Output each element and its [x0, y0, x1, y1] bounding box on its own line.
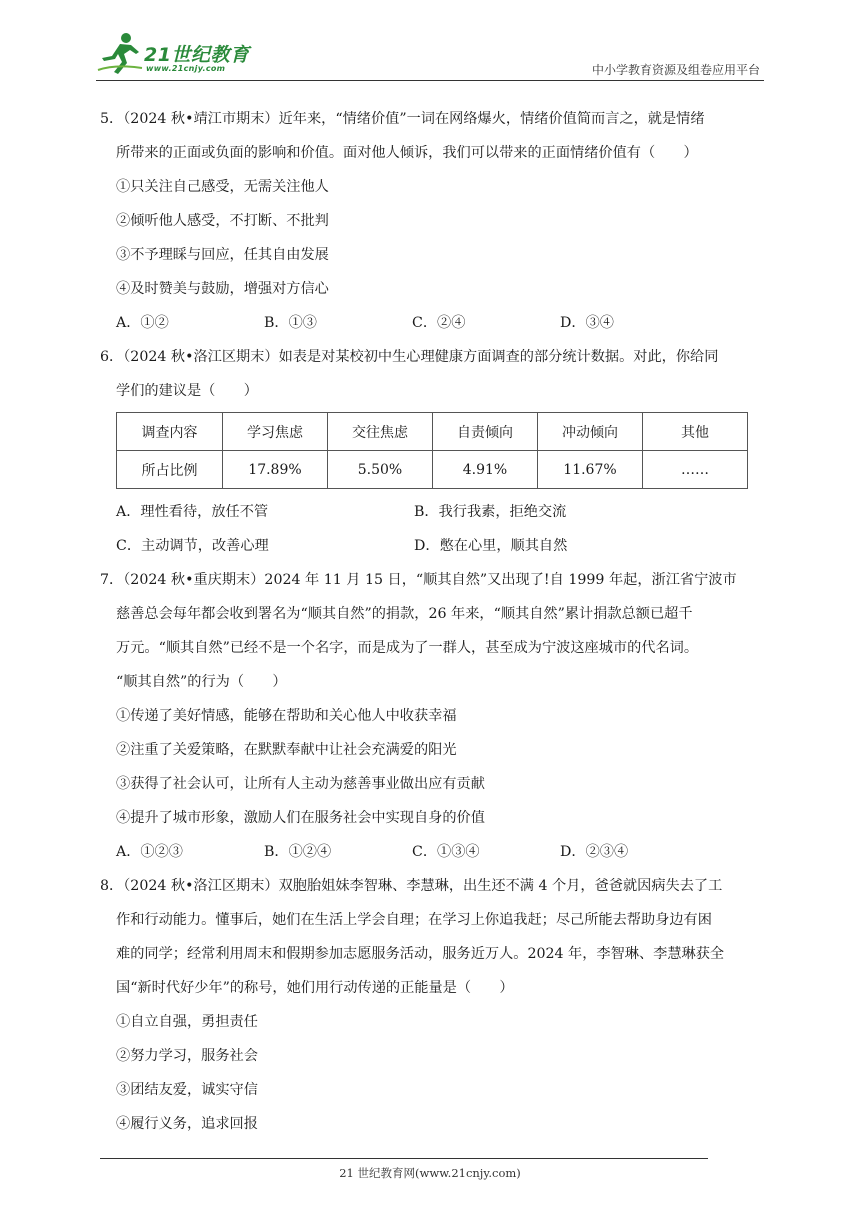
answer-choices	[100, 529, 764, 563]
statement-item: ②努力学习，服务社会	[116, 1048, 258, 1064]
question-8	[100, 869, 764, 1141]
statement-item: ③团结友爱，诚实守信	[116, 1082, 258, 1098]
answer-choices	[100, 835, 764, 869]
statement-item: ②注重了关爱策略，在默默奉献中让社会充满爱的阳光	[116, 742, 457, 758]
table-cell: ……	[643, 451, 748, 489]
choice-a[interactable]: A．理性看待，放任不管	[116, 504, 269, 520]
header-divider	[96, 80, 764, 81]
question-text-line: 8．（2024 秋•洛江区期末）双胞胎姐妹李智琳、李慧琳，出生还不满 4 个月，爸爸就因病失去了工	[100, 878, 723, 894]
table-cell: 调查内容	[117, 413, 223, 451]
table-cell: 交往焦虑	[328, 413, 433, 451]
statement-item: ③不予理睬与回应，任其自由发展	[116, 247, 329, 263]
statement-item: ①只关注自己感受，无需关注他人	[116, 179, 329, 195]
question-text-line: 难的同学；经常利用周末和假期参加志愿服务活动，服务近万人。2024 年，李智琳、李慧琳获全	[116, 946, 725, 962]
choice-d[interactable]: D．憋在心里，顺其自然	[414, 538, 568, 554]
choice-d[interactable]: D．②③④	[560, 844, 629, 860]
table-header-row	[117, 413, 748, 451]
choice-d[interactable]: D．③④	[560, 315, 614, 331]
choice-c[interactable]: C．②④	[412, 315, 466, 331]
choice-a[interactable]: A．①②③	[116, 844, 183, 860]
table-cell: 4.91%	[433, 451, 538, 489]
question-7	[100, 563, 764, 869]
survey-table	[116, 412, 748, 489]
choice-b[interactable]: B．①②④	[264, 844, 332, 860]
statement-item: ④及时赞美与鼓励，增强对方信心	[116, 281, 329, 297]
question-text-line: “顺其自然”的行为（ ）	[116, 674, 287, 690]
statement-item: ③获得了社会认可，让所有人主动为慈善事业做出应有贡献	[116, 776, 485, 792]
statement-item: ①传递了美好情感，能够在帮助和关心他人中收获幸福	[116, 708, 457, 724]
question-text-line: 国“新时代好少年”的称号，她们用行动传递的正能量是（ ）	[116, 980, 514, 996]
answer-choices	[100, 495, 764, 529]
statement-item: ④提升了城市形象，激励人们在服务社会中实现自身的价值	[116, 810, 485, 826]
page-footer[interactable]: 21 世纪教育网(www.21cnjy.com)	[339, 1166, 521, 1180]
page-header	[96, 30, 764, 80]
table-row	[117, 451, 748, 489]
exam-content	[100, 102, 764, 1141]
question-text-line: 所带来的正面或负面的影响和价值。面对他人倾诉，我们可以带来的正面情绪价值有（ ）	[116, 145, 698, 161]
question-text-line: 学们的建议是（ ）	[116, 383, 258, 399]
choice-b[interactable]: B．我行我素，拒绝交流	[414, 504, 567, 520]
statement-item: ①自立自强，勇担责任	[116, 1014, 258, 1030]
question-text-line: 5．（2024 秋•靖江市期末）近年来，“情绪价值”一词在网络爆火，情绪价值简而言之，就是情绪	[100, 111, 705, 127]
table-cell: 学习焦虑	[223, 413, 328, 451]
question-5	[100, 102, 764, 340]
question-6	[100, 340, 764, 563]
statement-item: ④履行义务，追求回报	[116, 1116, 258, 1132]
table-cell: 17.89%	[223, 451, 328, 489]
question-text-line: 慈善总会每年都会收到署名为“顺其自然”的捐款，26 年来，“顺其自然”累计捐款总额已超千	[116, 606, 693, 622]
question-text-line: 7．（2024 秋•重庆期末）2024 年 11 月 15 日，“顺其自然”又出现了!自 1999 年起，浙江省宁波市	[100, 572, 737, 588]
logo-text: 21世纪教育	[144, 44, 250, 66]
choice-a[interactable]: A．①②	[116, 315, 169, 331]
runner-logo-icon	[96, 30, 144, 76]
logo-url: www.21cnjy.com	[146, 64, 226, 73]
platform-title: 中小学教育资源及组卷应用平台	[591, 63, 760, 77]
site-logo[interactable]	[96, 30, 266, 78]
choice-c[interactable]: C．①③④	[412, 844, 480, 860]
question-text-line: 作和行动能力。懂事后，她们在生活上学会自理；在学习上你追我赶；尽己所能去帮助身边有困	[116, 912, 712, 928]
question-text-line: 6．（2024 秋•洛江区期末）如表是对某校初中生心理健康方面调查的部分统计数据。对此，你给同	[100, 349, 719, 365]
statement-item: ②倾听他人感受，不打断、不批判	[116, 213, 329, 229]
answer-choices	[100, 306, 764, 340]
table-cell: 所占比例	[117, 451, 223, 489]
question-text-line: 万元。“顺其自然”已经不是一个名字，而是成为了一群人，甚至成为宁波这座城市的代名词。	[116, 640, 699, 656]
footer-divider	[100, 1158, 708, 1159]
table-cell: 自责倾向	[433, 413, 538, 451]
choice-b[interactable]: B．①③	[264, 315, 317, 331]
table-cell: 11.67%	[538, 451, 643, 489]
table-cell: 其他	[643, 413, 748, 451]
table-cell: 5.50%	[328, 451, 433, 489]
table-cell: 冲动倾向	[538, 413, 643, 451]
choice-c[interactable]: C．主动调节，改善心理	[116, 538, 269, 554]
